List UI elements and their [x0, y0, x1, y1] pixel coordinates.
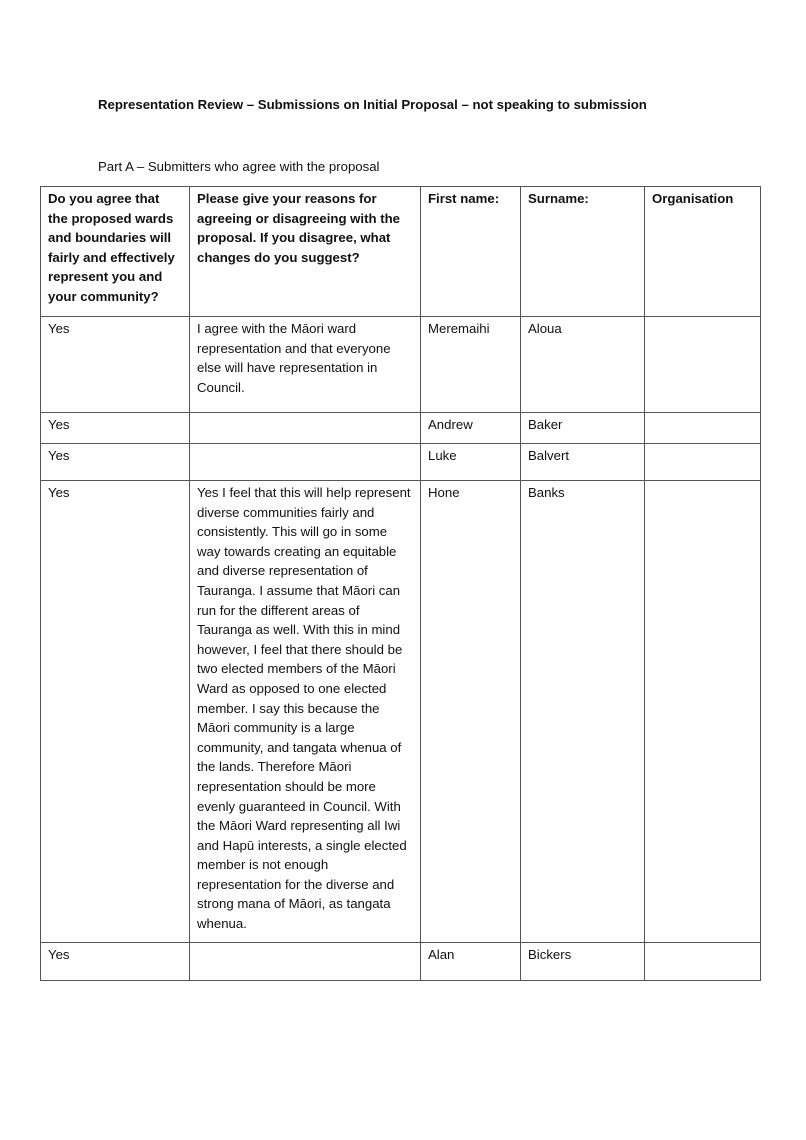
cell-organisation [645, 317, 761, 413]
header-reasons: Please give your reasons for agreeing or disagreeing with the proposal. If you disagree, what changes do you suggest? [190, 187, 421, 317]
section-subtitle: Part A – Submitters who agree with the proposal [98, 159, 380, 174]
cell-agree: Yes [41, 943, 190, 981]
header-agree: Do you agree that the proposed wards and boundaries will fairly and effectively represent you and your community? [41, 187, 190, 317]
cell-surname: Banks [521, 481, 645, 943]
cell-organisation [645, 444, 761, 481]
header-first-name: First name: [421, 187, 521, 317]
cell-reasons [190, 444, 421, 481]
cell-surname: Balvert [521, 444, 645, 481]
cell-first-name: Hone [421, 481, 521, 943]
table-row [41, 444, 761, 481]
header-organisation: Organisation [645, 187, 761, 317]
table-row [41, 413, 761, 444]
cell-surname: Baker [521, 413, 645, 444]
cell-first-name: Luke [421, 444, 521, 481]
cell-reasons: Yes I feel that this will help represent diverse communities fairly and consistently. This will go in some way towards creating an equitable and diverse representation of Tauranga. I assume that Māori can run for the different areas of Tauranga as well. With this in mind however, I feel that there should be two elected members of the Māori Ward as opposed to one elected member. I say this because the Māori community is a large community, and tangata whenua of the lands. Therefore Māori representation should be more evenly guaranteed in Council. With the Māori Ward representing all Iwi and Hapū interests, a single elected member is not enough representation for the diverse and strong mana of Māori, as tangata whenua. [190, 481, 421, 943]
cell-reasons [190, 943, 421, 981]
cell-organisation [645, 413, 761, 444]
table-row [41, 481, 761, 943]
cell-agree: Yes [41, 413, 190, 444]
submissions-table [40, 186, 761, 981]
cell-organisation [645, 481, 761, 943]
cell-reasons [190, 413, 421, 444]
table-header-row [41, 187, 761, 317]
cell-first-name: Alan [421, 943, 521, 981]
cell-organisation [645, 943, 761, 981]
cell-surname: Aloua [521, 317, 645, 413]
cell-agree: Yes [41, 317, 190, 413]
table-row [41, 943, 761, 981]
cell-agree: Yes [41, 444, 190, 481]
cell-agree: Yes [41, 481, 190, 943]
cell-reasons: I agree with the Māori ward representation and that everyone else will have representation in Council. [190, 317, 421, 413]
page-title: Representation Review – Submissions on Initial Proposal – not speaking to submission [98, 97, 647, 112]
cell-first-name: Andrew [421, 413, 521, 444]
header-surname: Surname: [521, 187, 645, 317]
cell-first-name: Meremaihi [421, 317, 521, 413]
table-row [41, 317, 761, 413]
cell-surname: Bickers [521, 943, 645, 981]
